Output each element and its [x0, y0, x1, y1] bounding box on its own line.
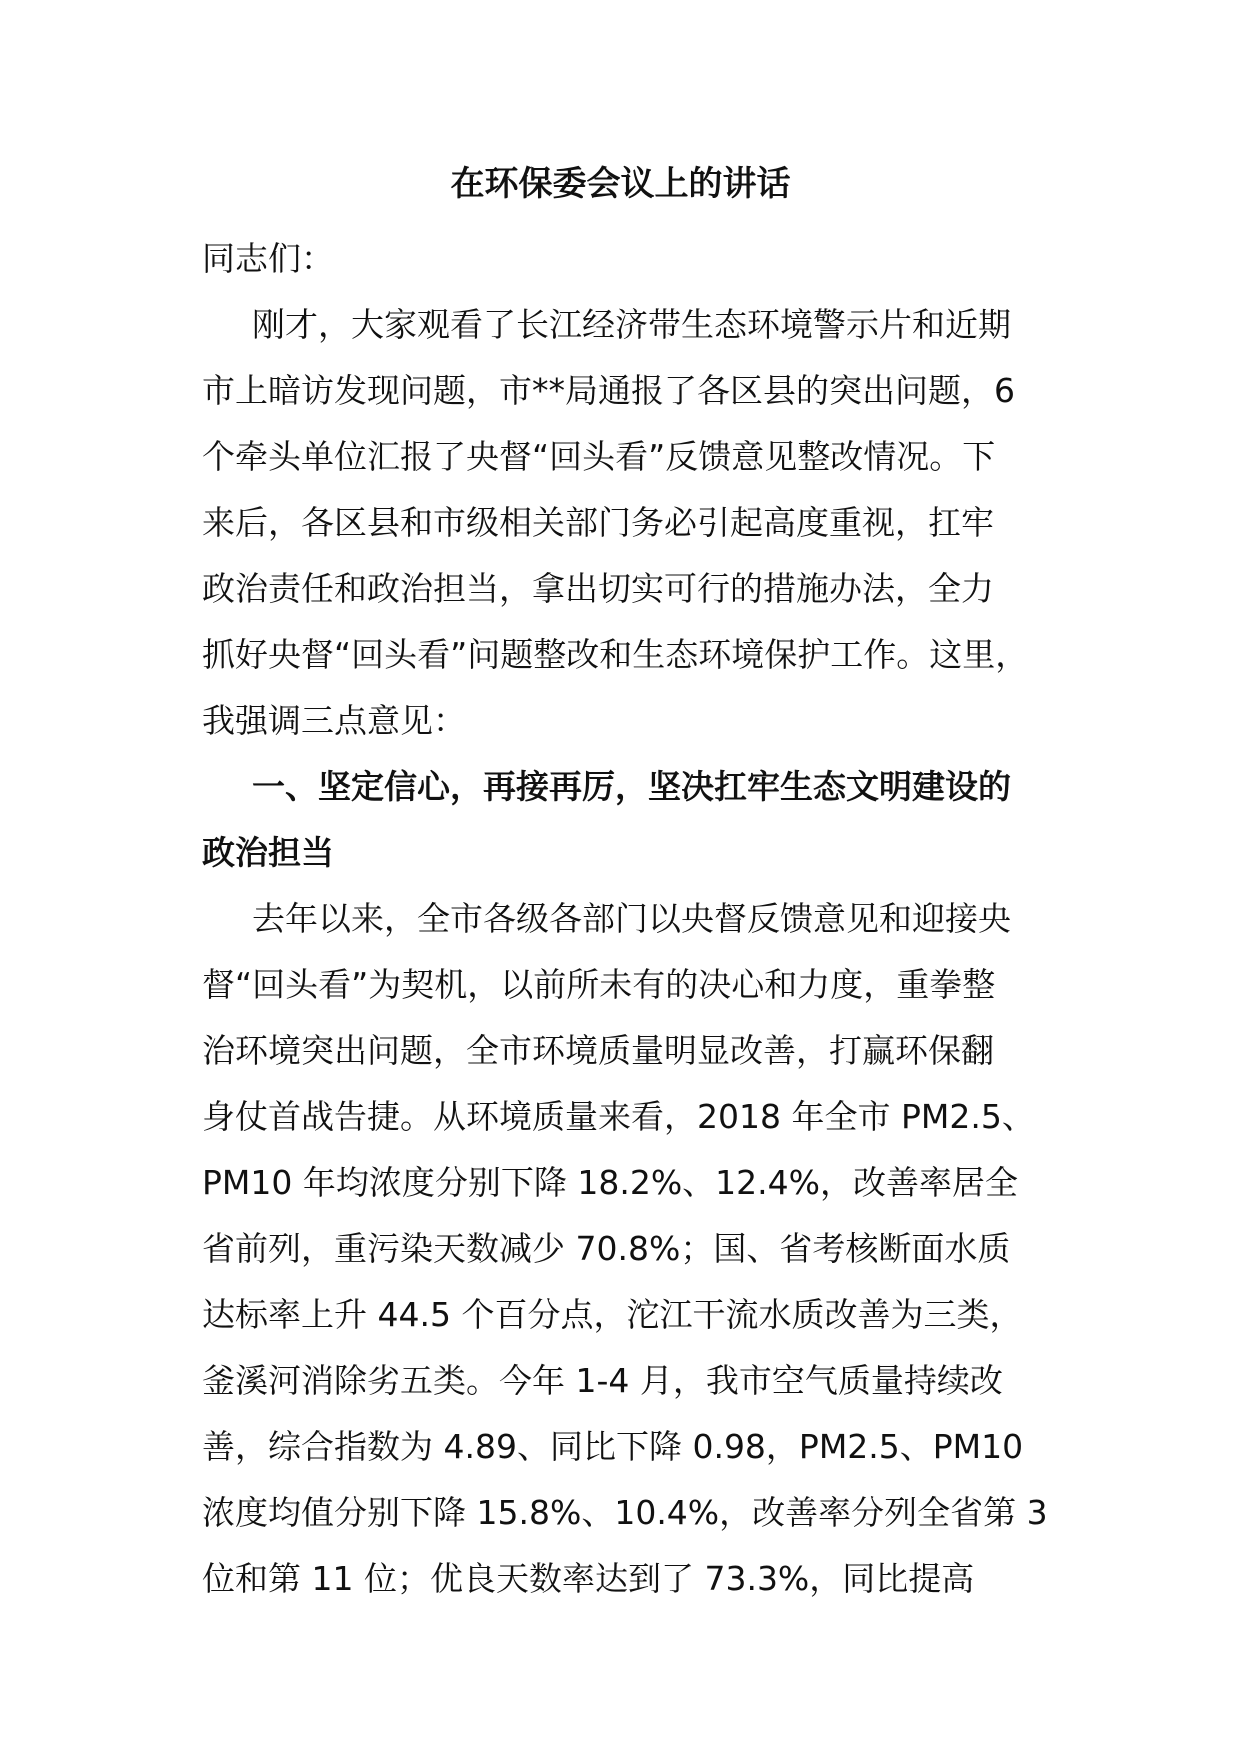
- section-heading-line: 一、坚定信心，再接再厉，坚决扛牢生态文明建设的: [252, 767, 1011, 806]
- text-line: 善，综合指数为 4.89、同比下降 0.98，PM2.5、PM10: [202, 1427, 1024, 1466]
- text-line: 治环境突出问题，全市环境质量明显改善，打赢环保翻: [202, 1031, 994, 1070]
- text-line: 省前列，重污染天数减少 70.8%；国、省考核断面水质: [202, 1229, 1011, 1268]
- text-line: 来后，各区县和市级相关部门务必引起高度重视，扛牢: [202, 503, 994, 542]
- section-heading-line: 政治担当: [202, 833, 334, 872]
- text-line: 我强调三点意见：: [202, 701, 466, 740]
- text-line: 位和第 11 位；优良天数率达到了 73.3%，同比提高: [202, 1559, 975, 1598]
- text-line: 个牵头单位汇报了央督“回头看”反馈意见整改情况。下: [202, 437, 996, 476]
- text-line: 浓度均值分别下降 15.8%、10.4%，改善率分列全省第 3: [202, 1493, 1048, 1532]
- text-line: 抓好央督“回头看”问题整改和生态环境保护工作。这里，: [202, 635, 1029, 674]
- text-line: 督“回头看”为契机，以前所未有的决心和力度，重拳整: [202, 965, 996, 1004]
- text-line: PM10 年均浓度分别下降 18.2%、12.4%，改善率居全: [202, 1163, 1019, 1202]
- text-line: 去年以来，全市各级各部门以央督反馈意见和迎接央: [252, 899, 1011, 938]
- text-line: 身仗首战告捷。从环境质量来看，2018 年全市 PM2.5、: [202, 1097, 1035, 1136]
- text-line: 刚才，大家观看了长江经济带生态环境警示片和近期: [252, 305, 1011, 344]
- text-line: 釜溪河消除劣五类。今年 1-4 月，我市空气质量持续改: [202, 1361, 1003, 1400]
- text-line: 达标率上升 44.5 个百分点，沱江干流水质改善为三类，: [202, 1295, 1023, 1334]
- document-body: [202, 226, 1070, 1612]
- document-title: 在环保委会议上的讲话: [450, 164, 791, 204]
- text-line: 同志们：: [202, 239, 334, 278]
- text-line: 市上暗访发现问题，市**局通报了各区县的突出问题，6: [202, 371, 1015, 410]
- text-line: 政治责任和政治担当，拿出切实可行的措施办法，全力: [202, 569, 994, 608]
